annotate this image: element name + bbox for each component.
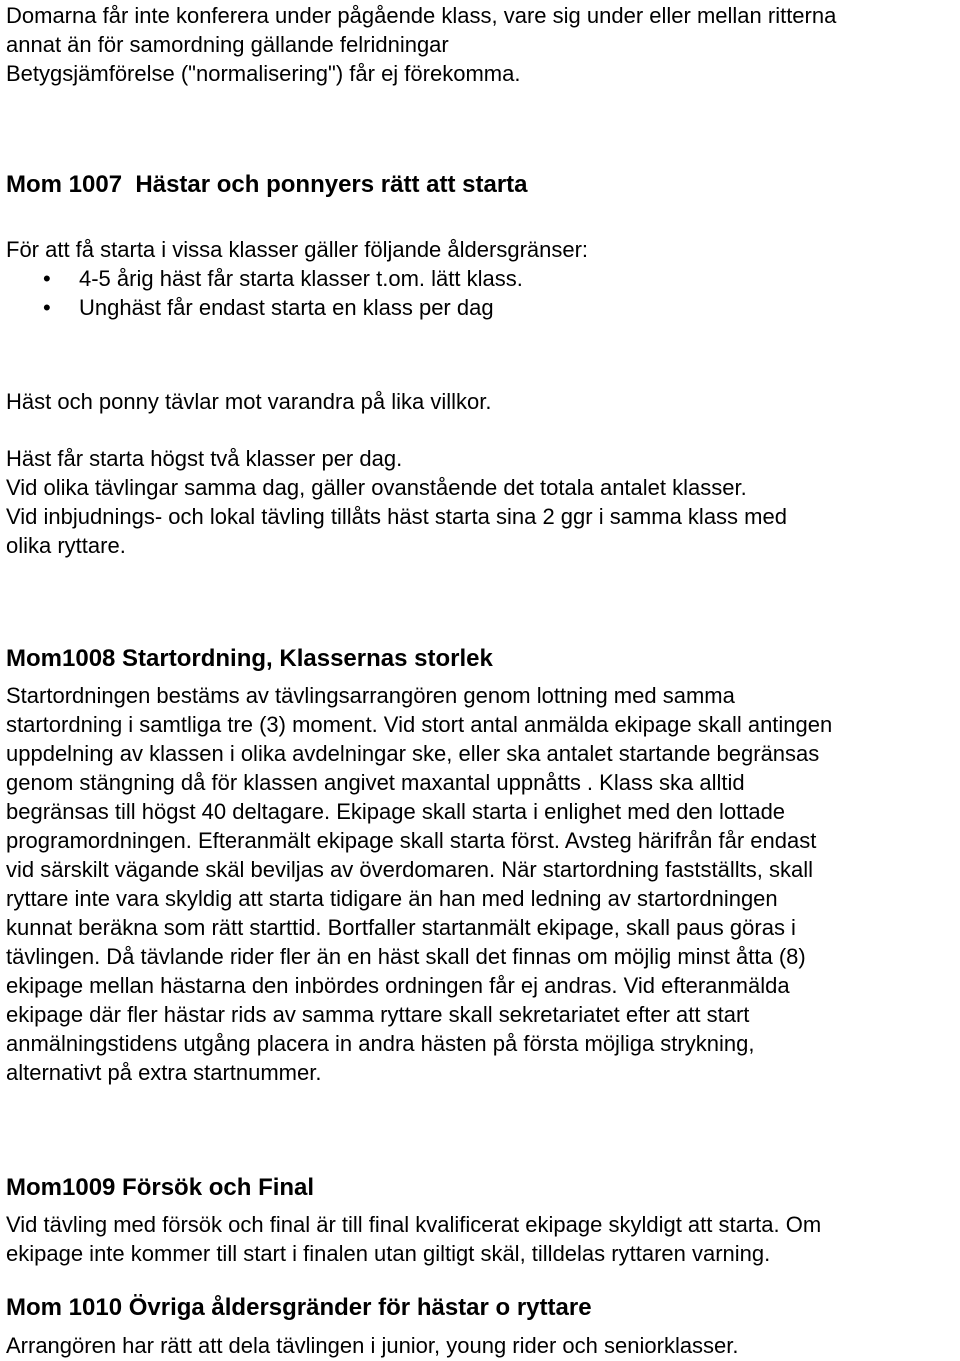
paragraph-line: programordningen. Efteranmält ekipage skall starta först. Avsteg härifrån får endast <box>6 828 817 853</box>
paragraph-line: ekipage inte kommer till start i finalen utan giltigt skäl, tilldelas ryttaren varning. <box>6 1241 771 1266</box>
paragraph-line: uppdelning av klassen i olika avdelningar ske, eller ska antalet startande begränsas <box>6 741 820 766</box>
paragraph-line: olika ryttare. <box>6 533 126 558</box>
paragraph-line: vid särskilt vägande skäl beviljas av överdomaren. När startordning fastställts, skall <box>6 857 814 882</box>
paragraph-line: genom stängning då för klassen angivet maxantal uppnåtts . Klass ska alltid <box>6 770 745 795</box>
mom1007-heading: Mom 1007 Hästar och ponnyers rätt att starta <box>6 171 528 198</box>
mom1007-intro-line: För att få starta i vissa klasser gäller följande åldersgränser: <box>6 237 589 262</box>
intro-line: Betygsjämförelse ("normalisering") får ej förekomma. <box>6 61 521 86</box>
intro-paragraph <box>6 1 956 88</box>
paragraph-line: ekipage mellan hästarna den inbördes ordningen får ej andras. Vid efteranmälda <box>6 973 790 998</box>
paragraph-line: ekipage där fler hästar rids av samma ryttare skall sekretariatet efter att start <box>6 1002 750 1027</box>
intro-line: Domarna får inte konferera under pågående klass, vare sig under eller mellan ritterna <box>6 3 837 28</box>
paragraph-line: tävlingen. Då tävlande rider fler än en häst skall det finnas om möjlig minst åtta (8) <box>6 944 806 969</box>
paragraph-line: ryttare inte vara skyldig att starta tidigare än han med ledning av startordningen <box>6 886 778 911</box>
list-item <box>6 264 956 293</box>
mom1009-paragraph <box>6 1210 956 1268</box>
paragraph-line: startordning i samtliga tre (3) moment. Vid stort antal anmälda ekipage skall antingen <box>6 712 833 737</box>
paragraph-line: begränsas till högst 40 deltagare. Ekipage skall starta i enlighet med den lottade <box>6 799 786 824</box>
bullet-icon: • <box>43 295 51 320</box>
mom1007-bullet-list <box>6 264 956 322</box>
mom1008-heading: Mom1008 Startordning, Klassernas storlek <box>6 645 493 672</box>
bullet-icon: • <box>43 266 51 291</box>
mom1010-heading: Mom 1010 Övriga åldersgränder för hästar o ryttare <box>6 1294 592 1321</box>
paragraph-line: Vid inbjudnings- och lokal tävling tillåts häst starta sina 2 ggr i samma klass med <box>6 504 787 529</box>
list-item-text: Unghäst får endast starta en klass per dag <box>79 295 494 320</box>
mom1010-paragraph <box>6 1331 956 1360</box>
intro-line: annat än för samordning gällande felridningar <box>6 32 449 57</box>
paragraph-line: anmälningstidens utgång placera in andra hästen på första möjliga strykning, <box>6 1031 755 1056</box>
paragraph-line: alternativt på extra startnummer. <box>6 1060 322 1085</box>
mom1007-paragraph-1 <box>6 387 956 416</box>
list-item <box>6 293 956 322</box>
mom1007-paragraph-2 <box>6 444 956 560</box>
paragraph-line: Startordningen bestäms av tävlingsarrangören genom lottning med samma <box>6 683 735 708</box>
paragraph-line: Häst får starta högst två klasser per dag. <box>6 446 403 471</box>
paragraph-line: Häst och ponny tävlar mot varandra på lika villkor. <box>6 389 492 414</box>
paragraph-line: Vid olika tävlingar samma dag, gäller ovanstående det totala antalet klasser. <box>6 475 747 500</box>
paragraph-line: Arrangören har rätt att dela tävlingen i junior, young rider och seniorklasser. <box>6 1333 739 1358</box>
mom1007-age-intro <box>6 235 956 322</box>
paragraph-line: kunnat beräkna som rätt starttid. Bortfaller startanmält ekipage, skall paus göras i <box>6 915 796 940</box>
mom1008-paragraph <box>6 681 956 1087</box>
list-item-text: 4-5 årig häst får starta klasser t.om. lätt klass. <box>79 266 523 291</box>
mom1009-heading: Mom1009 Försök och Final <box>6 1174 315 1201</box>
paragraph-line: Vid tävling med försök och final är till final kvalificerat ekipage skyldigt att starta. Om <box>6 1212 822 1237</box>
